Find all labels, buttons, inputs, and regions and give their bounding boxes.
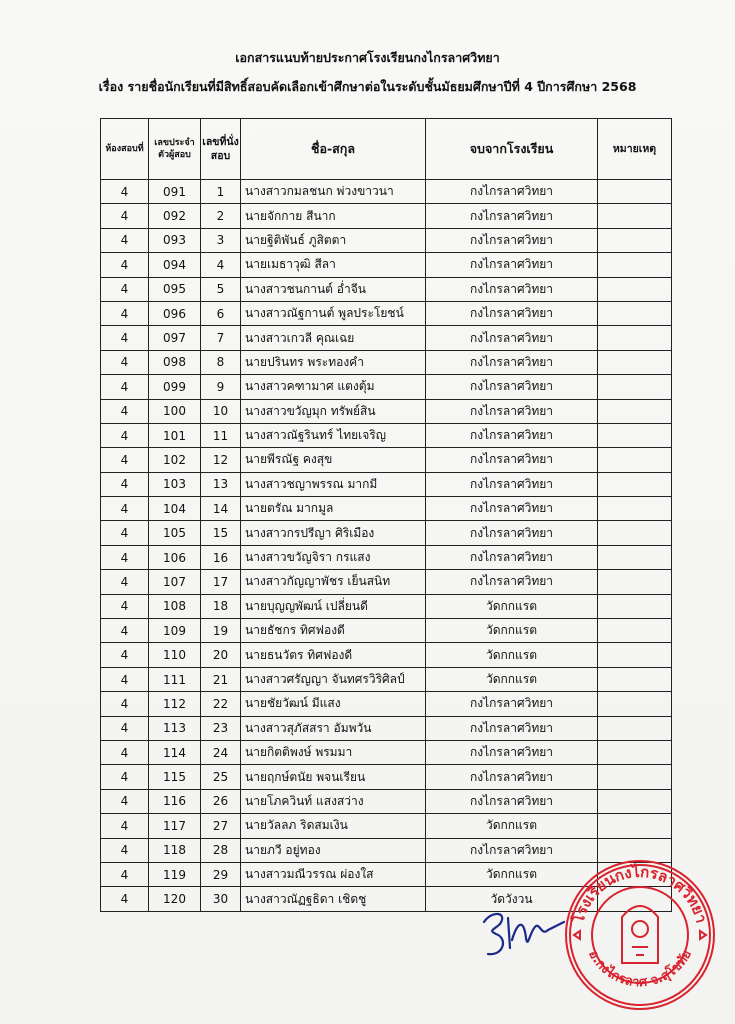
col-header-name: ชื่อ-สกุล: [241, 119, 426, 180]
cell-name: นายพีรณัฐ คงสุข: [241, 448, 426, 472]
cell-seat: 1: [201, 180, 241, 204]
cell-school: กงไกรลาศวิทยา: [426, 277, 598, 301]
table-row: [101, 350, 672, 374]
cell-school: กงไกรลาศวิทยา: [426, 326, 598, 350]
cell-note: [598, 521, 672, 545]
cell-room: 4: [101, 521, 149, 545]
cell-name: นายบุญญพัฒน์ เปลี่ยนดี: [241, 594, 426, 618]
cell-name: นางสาวขวัญจิรา กรแสง: [241, 545, 426, 569]
table-row: [101, 253, 672, 277]
table-row: [101, 570, 672, 594]
cell-exam-id: 118: [149, 838, 201, 862]
cell-room: 4: [101, 301, 149, 325]
cell-room: 4: [101, 789, 149, 813]
cell-seat: 10: [201, 399, 241, 423]
cell-seat: 26: [201, 789, 241, 813]
cell-name: นางสาวกรปรีญา ศิริเมือง: [241, 521, 426, 545]
seal-text-top: โรงเรียนกงไกรลาศวิทยา: [569, 862, 711, 925]
cell-seat: 21: [201, 667, 241, 691]
cell-seat: 14: [201, 497, 241, 521]
col-header-school: จบจากโรงเรียน: [426, 119, 598, 180]
cell-name: นายฤกษ์ตนัย พจนเรียน: [241, 765, 426, 789]
cell-school: กงไกรลาศวิทยา: [426, 765, 598, 789]
cell-note: [598, 204, 672, 228]
cell-room: 4: [101, 765, 149, 789]
cell-name: นางสาวกมลชนก พ่วงขาวนา: [241, 180, 426, 204]
cell-seat: 11: [201, 423, 241, 447]
cell-school: กงไกรลาศวิทยา: [426, 545, 598, 569]
cell-school: กงไกรลาศวิทยา: [426, 838, 598, 862]
cell-name: นายฐิติพันธ์ ภูสิตตา: [241, 228, 426, 252]
cell-name: นายเมธาวุฒิ สีลา: [241, 253, 426, 277]
cell-exam-id: 116: [149, 789, 201, 813]
cell-school: วัดกกแรต: [426, 619, 598, 643]
cell-exam-id: 094: [149, 253, 201, 277]
cell-name: นางสาวคฑามาศ แตงตุ้ม: [241, 375, 426, 399]
table-row: [101, 375, 672, 399]
cell-school: กงไกรลาศวิทยา: [426, 692, 598, 716]
table-row: [101, 301, 672, 325]
cell-room: 4: [101, 740, 149, 764]
cell-room: 4: [101, 472, 149, 496]
cell-exam-id: 103: [149, 472, 201, 496]
table-row: [101, 619, 672, 643]
cell-room: 4: [101, 570, 149, 594]
cell-exam-id: 113: [149, 716, 201, 740]
cell-note: [598, 228, 672, 252]
cell-exam-id: 099: [149, 375, 201, 399]
cell-name: นายภวี อยู่ทอง: [241, 838, 426, 862]
cell-room: 4: [101, 399, 149, 423]
cell-note: [598, 594, 672, 618]
cell-exam-id: 119: [149, 862, 201, 886]
cell-note: [598, 497, 672, 521]
cell-school: วัดวังวน: [426, 887, 598, 911]
cell-note: [598, 448, 672, 472]
cell-note: [598, 277, 672, 301]
table-row: [101, 326, 672, 350]
cell-name: นายชัยวัฒน์ มีแสง: [241, 692, 426, 716]
cell-school: วัดกกแรต: [426, 862, 598, 886]
cell-exam-id: 092: [149, 204, 201, 228]
cell-school: กงไกรลาศวิทยา: [426, 399, 598, 423]
table-row: [101, 521, 672, 545]
cell-school: กงไกรลาศวิทยา: [426, 789, 598, 813]
cell-room: 4: [101, 667, 149, 691]
cell-name: นางสาวมณีวรรณ ผ่องใส: [241, 862, 426, 886]
cell-name: นางสาวสุภัสสรา อัมพวัน: [241, 716, 426, 740]
table-row: [101, 228, 672, 252]
cell-exam-id: 115: [149, 765, 201, 789]
cell-seat: 25: [201, 765, 241, 789]
cell-room: 4: [101, 326, 149, 350]
cell-seat: 30: [201, 887, 241, 911]
cell-school: วัดกกแรต: [426, 667, 598, 691]
cell-seat: 16: [201, 545, 241, 569]
cell-room: 4: [101, 716, 149, 740]
cell-exam-id: 105: [149, 521, 201, 545]
table-row: [101, 789, 672, 813]
table-row: [101, 423, 672, 447]
col-header-seat: เลขที่นั่งสอบ: [201, 119, 241, 180]
cell-note: [598, 423, 672, 447]
cell-exam-id: 117: [149, 814, 201, 838]
cell-room: 4: [101, 619, 149, 643]
cell-school: กงไกรลาศวิทยา: [426, 740, 598, 764]
cell-seat: 15: [201, 521, 241, 545]
cell-seat: 5: [201, 277, 241, 301]
cell-exam-id: 107: [149, 570, 201, 594]
cell-note: [598, 789, 672, 813]
cell-room: 4: [101, 228, 149, 252]
table-row: [101, 277, 672, 301]
cell-note: [598, 570, 672, 594]
cell-school: กงไกรลาศวิทยา: [426, 253, 598, 277]
cell-seat: 28: [201, 838, 241, 862]
cell-exam-id: 112: [149, 692, 201, 716]
cell-note: [598, 253, 672, 277]
cell-room: 4: [101, 887, 149, 911]
cell-room: 4: [101, 423, 149, 447]
cell-note: [598, 740, 672, 764]
cell-exam-id: 101: [149, 423, 201, 447]
cell-seat: 4: [201, 253, 241, 277]
cell-name: นายวัลลภ ริดสมเงิน: [241, 814, 426, 838]
cell-seat: 19: [201, 619, 241, 643]
cell-school: กงไกรลาศวิทยา: [426, 472, 598, 496]
table-row: [101, 667, 672, 691]
cell-school: วัดกกแรต: [426, 643, 598, 667]
cell-seat: 29: [201, 862, 241, 886]
cell-school: กงไกรลาศวิทยา: [426, 570, 598, 594]
table-row: [101, 594, 672, 618]
cell-seat: 22: [201, 692, 241, 716]
cell-exam-id: 091: [149, 180, 201, 204]
cell-name: นางสาวณัฐกานต์ พูลประโยชน์: [241, 301, 426, 325]
cell-school: กงไกรลาศวิทยา: [426, 448, 598, 472]
table-row: [101, 814, 672, 838]
cell-room: 4: [101, 253, 149, 277]
table-header-row: [101, 119, 672, 180]
table-row: [101, 180, 672, 204]
cell-school: กงไกรลาศวิทยา: [426, 423, 598, 447]
cell-seat: 17: [201, 570, 241, 594]
cell-seat: 6: [201, 301, 241, 325]
cell-note: [598, 667, 672, 691]
cell-name: นายโภควินท์ แสงสว่าง: [241, 789, 426, 813]
cell-name: นางสาวกัญญาพัชร เย็นสนิท: [241, 570, 426, 594]
cell-exam-id: 109: [149, 619, 201, 643]
cell-seat: 24: [201, 740, 241, 764]
cell-school: วัดกกแรต: [426, 814, 598, 838]
cell-room: 4: [101, 545, 149, 569]
cell-note: [598, 180, 672, 204]
table-row: [101, 497, 672, 521]
cell-seat: 9: [201, 375, 241, 399]
cell-exam-id: 098: [149, 350, 201, 374]
cell-room: 4: [101, 375, 149, 399]
cell-name: นางสาวณัฐรินทร์ ไทยเจริญ: [241, 423, 426, 447]
cell-exam-id: 106: [149, 545, 201, 569]
cell-seat: 7: [201, 326, 241, 350]
cell-school: กงไกรลาศวิทยา: [426, 375, 598, 399]
table-row: [101, 740, 672, 764]
cell-note: [598, 692, 672, 716]
cell-exam-id: 104: [149, 497, 201, 521]
cell-room: 4: [101, 594, 149, 618]
cell-exam-id: 097: [149, 326, 201, 350]
col-header-exam-id: เลขประจำตัวผู้สอบ: [149, 119, 201, 180]
table-row: [101, 472, 672, 496]
table-row: [101, 716, 672, 740]
table-row: [101, 399, 672, 423]
cell-room: 4: [101, 862, 149, 886]
cell-school: กงไกรลาศวิทยา: [426, 497, 598, 521]
cell-note: [598, 643, 672, 667]
cell-seat: 3: [201, 228, 241, 252]
cell-name: นางสาวเกวลี คุณเฉย: [241, 326, 426, 350]
cell-name: นางสาวชนกานต์ อ่ำจีน: [241, 277, 426, 301]
cell-room: 4: [101, 350, 149, 374]
cell-exam-id: 093: [149, 228, 201, 252]
document-subject: เรื่อง รายชื่อนักเรียนที่มีสิทธิ์สอบคัดเลือกเข้าศึกษาต่อในระดับชั้นมัธยมศึกษาปีที่ 4 ปีการศึกษา 2568: [98, 79, 637, 94]
cell-name: นายกิตติพงษ์ พรมมา: [241, 740, 426, 764]
cell-school: กงไกรลาศวิทยา: [426, 521, 598, 545]
table-row: [101, 765, 672, 789]
cell-room: 4: [101, 180, 149, 204]
cell-room: 4: [101, 277, 149, 301]
cell-note: [598, 375, 672, 399]
cell-seat: 2: [201, 204, 241, 228]
cell-exam-id: 095: [149, 277, 201, 301]
cell-seat: 13: [201, 472, 241, 496]
col-header-note: หมายเหตุ: [598, 119, 672, 180]
cell-school: กงไกรลาศวิทยา: [426, 180, 598, 204]
table-row: [101, 545, 672, 569]
cell-name: นายจักกาย สีนาก: [241, 204, 426, 228]
table-row: [101, 643, 672, 667]
cell-school: วัดกกแรต: [426, 594, 598, 618]
cell-note: [598, 472, 672, 496]
cell-note: [598, 716, 672, 740]
table-row: [101, 448, 672, 472]
svg-text:โรงเรียนกงไกรลาศวิทยา: [568, 862, 710, 926]
cell-school: กงไกรลาศวิทยา: [426, 204, 598, 228]
cell-seat: 23: [201, 716, 241, 740]
cell-note: [598, 814, 672, 838]
cell-note: [598, 399, 672, 423]
cell-seat: 18: [201, 594, 241, 618]
student-list-table: [100, 118, 672, 912]
cell-seat: 20: [201, 643, 241, 667]
cell-school: กงไกรลาศวิทยา: [426, 716, 598, 740]
cell-name: นางสาวณัฏฐธิดา เชิดชู: [241, 887, 426, 911]
cell-exam-id: 111: [149, 667, 201, 691]
cell-room: 4: [101, 643, 149, 667]
cell-exam-id: 096: [149, 301, 201, 325]
cell-room: 4: [101, 497, 149, 521]
cell-room: 4: [101, 204, 149, 228]
cell-room: 4: [101, 448, 149, 472]
table-row: [101, 692, 672, 716]
document-title: เอกสารแนบท้ายประกาศโรงเรียนกงไกรลาศวิทยา: [235, 50, 500, 65]
cell-note: [598, 350, 672, 374]
cell-seat: 12: [201, 448, 241, 472]
cell-exam-id: 102: [149, 448, 201, 472]
cell-note: [598, 619, 672, 643]
cell-seat: 8: [201, 350, 241, 374]
seal-text-bottom: อ.กงไกรลาศ จ.สุโขทัย: [585, 947, 695, 991]
cell-note: [598, 326, 672, 350]
table-row: [101, 204, 672, 228]
cell-exam-id: 120: [149, 887, 201, 911]
cell-room: 4: [101, 814, 149, 838]
cell-name: นายตรัณ มากมูล: [241, 497, 426, 521]
cell-name: นางสาวศรัญญา จันทศรวิริศิลป์: [241, 667, 426, 691]
cell-exam-id: 108: [149, 594, 201, 618]
cell-name: นางสาวขวัญมุก ทรัพย์สิน: [241, 399, 426, 423]
school-seal-stamp: [560, 855, 720, 1015]
cell-school: กงไกรลาศวิทยา: [426, 228, 598, 252]
cell-seat: 27: [201, 814, 241, 838]
cell-room: 4: [101, 692, 149, 716]
cell-room: 4: [101, 838, 149, 862]
cell-note: [598, 765, 672, 789]
cell-note: [598, 301, 672, 325]
cell-school: กงไกรลาศวิทยา: [426, 350, 598, 374]
cell-exam-id: 110: [149, 643, 201, 667]
cell-name: นายธนวัตร ทิศฟองดี: [241, 643, 426, 667]
cell-school: กงไกรลาศวิทยา: [426, 301, 598, 325]
cell-exam-id: 100: [149, 399, 201, 423]
cell-name: นางสาวชญาพรรณ มากมี: [241, 472, 426, 496]
cell-exam-id: 114: [149, 740, 201, 764]
cell-name: นายธัชกร ทิศฟองดี: [241, 619, 426, 643]
cell-name: นายปรินทร พระทองคำ: [241, 350, 426, 374]
signature-image: [478, 900, 568, 970]
cell-note: [598, 545, 672, 569]
col-header-room: ห้องสอบที่: [101, 119, 149, 180]
